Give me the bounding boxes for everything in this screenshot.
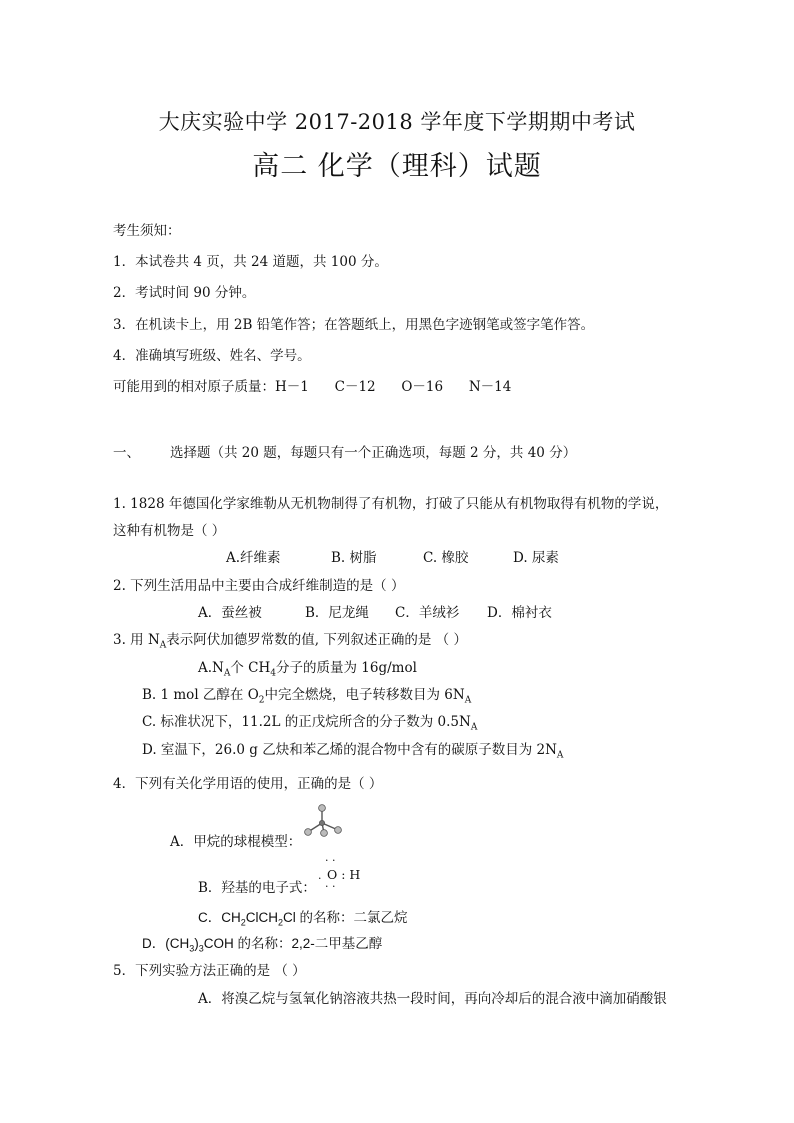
q3-option-c: C. 标准状况下，11.2L 的正戊烷所含的分子数为 $0.5N_A$: [142, 714, 478, 733]
notice-item-4: 4．准确填写班级、姓名、学号。: [113, 348, 311, 364]
section-title: 选择题（共 20 题，每题只有一个正确选项，每题 2 分，共 40 分）: [170, 445, 577, 461]
q1-option-a: A.纤维素: [226, 550, 281, 566]
notice-item-1: 1．本试卷共 4 页，共 24 道题，共 100 分。: [113, 254, 388, 270]
q4-option-d: D．$(CH_3)_3COH$ 的名称：2,2-二甲基乙醇: [142, 936, 383, 954]
q2-option-d: D．棉衬衣: [487, 605, 552, 621]
q1-stem-line2: 这种有机物是（ ）: [113, 523, 226, 539]
q3-option-a: $A.N_A$个 $CH_4$分子的质量为 16g/mol: [198, 660, 417, 679]
q1-option-b: B. 树脂: [331, 550, 377, 566]
section-number: 一、: [113, 445, 140, 461]
atomic-masses: 可能用到的相对原子质量：H－1 C－12 O－16 N－14: [113, 379, 512, 395]
notice-item-3: 3．在机读卡上，用 2B 铅笔作答；在答题纸上，用黑色字迹钢笔或签字笔作答。: [113, 317, 595, 333]
exam-subtitle: 高二 化学（理科）试题: [252, 151, 542, 182]
q3-option-d: D. 室温下，26.0 g 乙炔和苯乙烯的混合物中含有的碳原子数目为 $2N_A$: [142, 742, 564, 761]
q2-option-b: B．尼龙绳: [305, 605, 369, 621]
q3-stem: 3. 用 $N_A$表示阿伏加德罗常数的值, 下列叙述正确的是 （ ）: [113, 632, 467, 651]
q5-option-a: A．将溴乙烷与氢氧化钠溶液共热一段时间，再向冷却后的混合液中滴加硝酸银: [198, 991, 667, 1007]
methane-ball-stick-model: [300, 803, 348, 839]
notice-item-2: 2．考试时间 90 分钟。: [113, 285, 256, 301]
q2-stem: 2. 下列生活用品中主要由合成纤维制造的是（ ）: [113, 578, 405, 594]
exam-title: 大庆实验中学 2017-2018 学年度下学期期中考试: [158, 110, 636, 134]
q4-stem: 4．下列有关化学用语的使用，正确的是（ ）: [113, 776, 383, 792]
q1-option-c: C. 橡胶: [423, 550, 469, 566]
q2-option-a: A．蚕丝被: [198, 605, 262, 621]
q4-option-c: C．$CH_2ClCH_2Cl$ 的名称：二氯乙烷: [198, 910, 408, 928]
q2-option-c: C．羊绒衫: [395, 605, 460, 621]
q1-stem-line1: 1. 1828 年德国化学家维勒从无机物制得了有机物，打破了只能从有机物取得有机物的学说，: [113, 496, 669, 512]
notice-heading: 考生须知：: [113, 223, 181, 239]
q4-option-a: A．甲烷的球棍模型：: [170, 834, 302, 850]
q1-option-d: D. 尿素: [513, 550, 559, 566]
q5-stem: 5．下列实验方法正确的是 （ ）: [113, 963, 306, 979]
q3-option-b: B. 1 mol 乙醇在 $O_2$中完全燃烧，电子转移数目为 $6N_A$: [142, 687, 472, 706]
q4-option-b: B．羟基的电子式：: [198, 880, 316, 896]
